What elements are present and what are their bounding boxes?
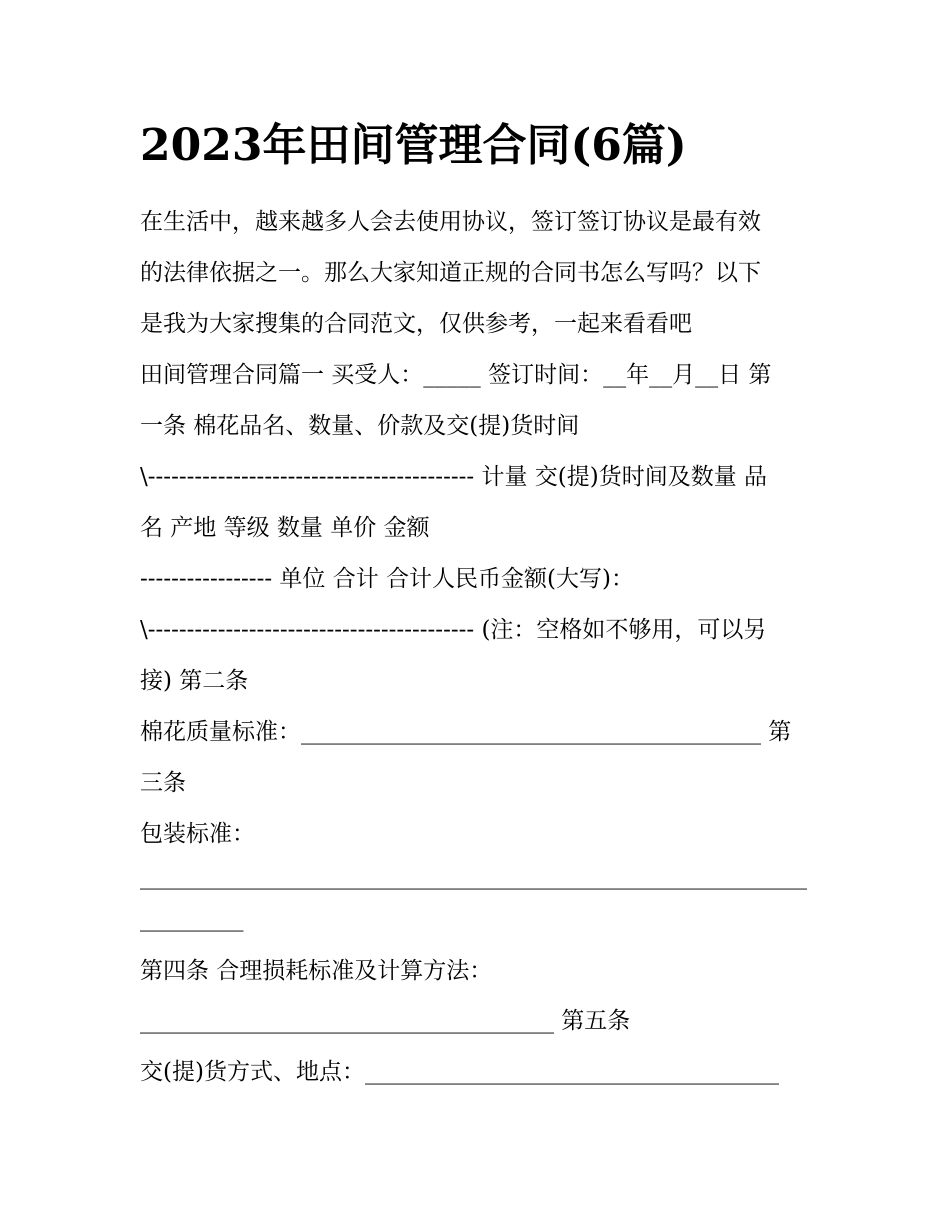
body-line-4: 田间管理合同篇一 买受人：_____ 签订时间：__年__月__日 第 [140,362,772,388]
body-line-17: ____________________________________ 第五条 [140,1008,631,1034]
body-line-14: __________________________________________________________ [140,864,807,890]
document-title: 2023年田间管理合同(6篇) [140,120,687,171]
body-line-11: 棉花质量标准：________________________________________ 第 [140,719,792,745]
body-line-3: 是我为大家搜集的合同范文，仅供参考，一起来看看吧 [140,311,692,337]
body-line-1: 在生活中，越来越多人会去使用协议，签订签订协议是最有效 [140,209,761,235]
body-line-12: 三条 [140,770,186,796]
body-line-8: ----------------- 单位 合计 合计人民币金额(大写)： [140,566,634,592]
body-line-18: 交(提)货方式、地点：____________________________________ [140,1059,779,1085]
body-line-15: _________ [140,906,244,932]
body-line-9: \------------------------------------------ (注：空格如不够用，可以另 [140,617,767,643]
body-line-5: 一条 棉花品名、数量、价款及交(提)货时间 [140,413,580,439]
body-line-2: 的法律依据之一。那么大家知道正规的合同书怎么写吗？以下 [140,260,761,286]
body-line-6: \------------------------------------------ 计量 交(提)货时间及数量 品 [140,464,768,490]
body-line-16: 第四条 合理损耗标准及计算方法： [140,958,493,984]
body-line-7: 名 产地 等级 数量 单价 金额 [140,515,430,541]
body-line-10: 接) 第二条 [140,668,249,694]
body-line-13: 包装标准： [140,821,255,847]
